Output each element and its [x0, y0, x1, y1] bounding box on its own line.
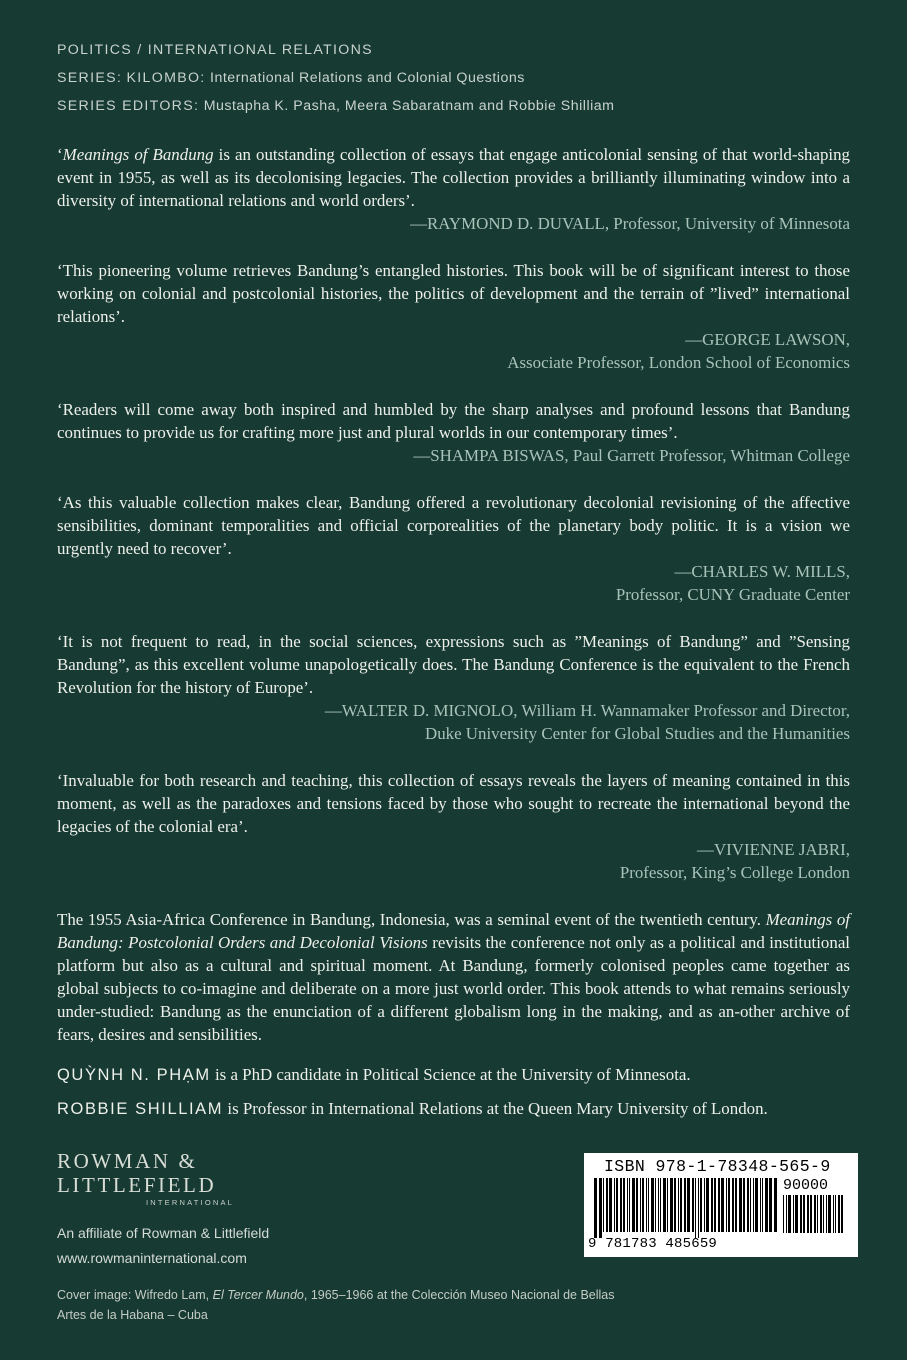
cover-credit: Cover image: Wifredo Lam, El Tercer Mundo, 1965–1966 at the Colección Museo Nacional de Bellas Artes de la Habana – Cuba [57, 1288, 615, 1322]
publisher-info [57, 1221, 269, 1271]
isbn-text: ISBN 978-1-78348-565-9 [604, 1157, 831, 1176]
barcode-addon-bars-icon [783, 1195, 847, 1239]
quote-jabri [57, 769, 850, 884]
website-link[interactable]: www.rowmaninternational.com [57, 1250, 247, 1266]
quote-text: ‘This pioneering volume retrieves Bandung’s entangled histories. This book will be of significant interest to those working on colonial and postcolonial histories, the politics of development and the terrain of ”lived” international relations’. [57, 261, 850, 326]
barcode [584, 1153, 858, 1257]
artwork-title: El Tercer Mundo [212, 1288, 304, 1302]
quote-duvall [57, 143, 850, 235]
quote-text: ‘Meanings of Bandung is an outstanding collection of essays that engage anticolonial sensing of that world-shaping event in 1955, as well as its decolonising legacies. The collection provides a brilliantly illuminating window into a diversity of international relations and world orders’. [57, 145, 850, 210]
barcode-bars-icon [594, 1178, 778, 1238]
barcode-digits: 9 781783 485659 [588, 1236, 718, 1252]
price-code: 90000 [783, 1177, 829, 1194]
quote-attribution-role: Duke University Center for Global Studies and the Humanities [425, 724, 850, 743]
quote-lawson [57, 259, 850, 374]
quote-attribution-name: —VIVIENNE JABRI, [697, 840, 850, 859]
series-title: International Relations and Colonial Questions [210, 70, 525, 86]
affiliate-text: An affiliate of Rowman & Littlefield [57, 1225, 270, 1241]
category-line: POLITICS / INTERNATIONAL RELATIONS [57, 42, 373, 58]
quote-attribution: —RAYMOND D. DUVALL, Professor, University of Minnesota [410, 214, 850, 233]
author-name: QUỲNH N. PHẠM [57, 1066, 211, 1084]
logo-line-1: ROWMAN & [57, 1149, 198, 1173]
quote-mignolo [57, 630, 850, 745]
quote-attribution-role: Professor, CUNY Graduate Center [615, 585, 850, 604]
logo-line-2: LITTLEFIELD [57, 1173, 217, 1197]
author-bio-shilliam: ROBBIE SHILLIAM is Professor in International Relations at the Queen Mary University of London. [57, 1099, 768, 1118]
quote-mills [57, 491, 850, 606]
editors-line [57, 92, 857, 120]
quote-text: ‘As this valuable collection makes clear, Bandung offered a revolutionary decolonial revisioning of the affective sensibilities, dominant temporalities and official corporealities of the planetary body politic. It is a vision we urgently need to recover’. [57, 493, 850, 558]
book-description: The 1955 Asia-Africa Conference in Bandung, Indonesia, was a seminal event of the twentieth century. Meanings of Bandung: Postcolonial Orders and Decolonial Visions revisits the conference not only as a political and institutional platform but also as a cultural and spiritual moment. At Bandung, formerly colonised peoples came together as global subjects to co-imagine and deliberate on a more just world order. This book attends to what remains seriously under-studied: Bandung as the enunciation of a different globalism long in the making, and as an-other archive of fears, desires and sensibilities. [57, 910, 851, 1044]
quote-attribution-role: Professor, King’s College London [619, 863, 850, 882]
series-name: KILOMBO: [126, 70, 206, 86]
quote-text: ‘It is not frequent to read, in the social sciences, expressions such as ”Meanings of Bandung” and ”Sensing Bandung”, as this excellent volume unapologetically does. The Bandung Conference is the equivalent to the French Revolution for the history of Europe’. [57, 632, 850, 697]
series-label: SERIES: [57, 70, 123, 86]
quote-attribution-name: —GEORGE LAWSON, [685, 330, 850, 349]
quote-attribution-name: —CHARLES W. MILLS, [674, 562, 850, 581]
quote-book-title: Meanings of Bandung [62, 145, 214, 164]
quote-attribution: —WALTER D. MIGNOLO, William H. Wannamaker Professor and Director, [324, 701, 850, 720]
author-bio-pham: QUỲNH N. PHẠM is a PhD candidate in Political Science at the University of Minnesota. [57, 1065, 691, 1084]
logo-subtitle: INTERNATIONAL [146, 1198, 235, 1207]
quote-biswas [57, 398, 850, 467]
header [57, 36, 857, 120]
quote-text: ‘Invaluable for both research and teaching, this collection of essays reveals the layers of meaning contained in this moment, as well as the paradoxes and tensions faced by those who sought to recreate the international beyond the legacies of the colonial era’. [57, 771, 850, 836]
publisher-logo [57, 1149, 257, 1207]
editors-label: SERIES EDITORS: [57, 98, 200, 114]
series-line [57, 64, 857, 92]
author-name: ROBBIE SHILLIAM [57, 1100, 224, 1118]
quote-text: ‘Readers will come away both inspired and humbled by the sharp analyses and profound lessons that Bandung continues to provide us for crafting more just and plural worlds in our contemporary times’. [57, 400, 850, 442]
quote-attribution: —SHAMPA BISWAS, Paul Garrett Professor, Whitman College [413, 446, 850, 465]
editors-names: Mustapha K. Pasha, Meera Sabaratnam and Robbie Shilliam [203, 98, 615, 114]
book-title: Meanings of Bandung: Postcolonial Orders and Decolonial Visions [57, 910, 850, 952]
main-content [57, 143, 850, 1131]
quote-attribution-role: Associate Professor, London School of Economics [507, 353, 850, 372]
